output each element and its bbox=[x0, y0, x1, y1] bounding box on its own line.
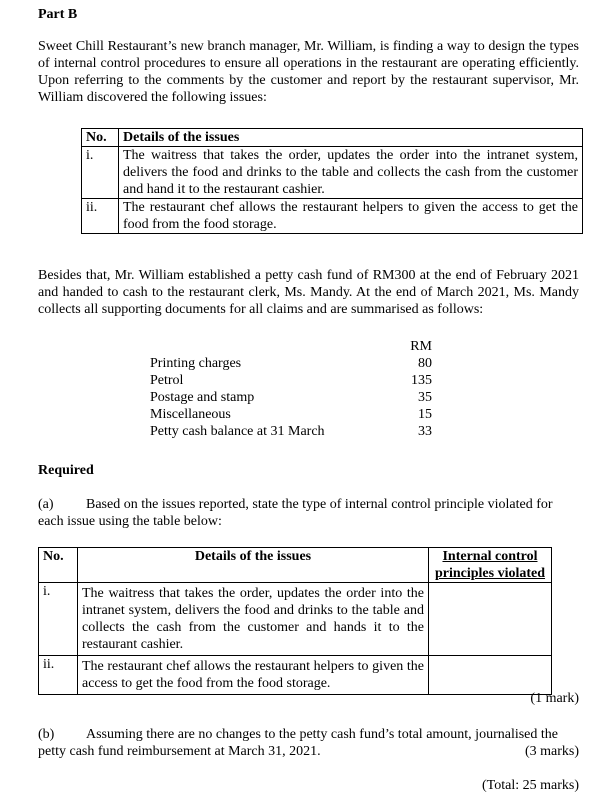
table-row bbox=[82, 147, 583, 199]
intro-paragraph: Sweet Chill Restaurant’s new branch manager, Mr. William, is finding a way to design the types of internal control procedures to ensure all operations in the restaurant are operating efficiently. Upon referring to the comments by the customer and report by the restaurant supervisor, Mr. William discovered the following issues: bbox=[38, 39, 579, 105]
table-row bbox=[39, 656, 552, 695]
question-b-text: Assuming there are no changes to the petty cash fund’s total amount, journalised the petty cash fund reimbursement at March 31, 2021. bbox=[38, 727, 558, 759]
summary-amount: 15 bbox=[418, 407, 432, 422]
summary-label: Miscellaneous bbox=[150, 407, 231, 422]
answer-col-details: Details of the issues bbox=[78, 548, 429, 583]
summary-row bbox=[150, 389, 432, 406]
answer-table bbox=[38, 547, 552, 695]
question-a-label: (a) bbox=[38, 497, 54, 512]
question-a bbox=[38, 496, 579, 530]
answer-col-principle: Internal control principles violated bbox=[429, 548, 552, 583]
issues-col-no: No. bbox=[82, 129, 119, 147]
petty-cash-paragraph: Besides that, Mr. William established a petty cash fund of RM300 at the end of February 2021 and handed to cash to the restaurant clerk, Ms. Mandy. At the end of March 2021, Ms. Mandy collects all supporting documents for all claims and are summarised as follows: bbox=[38, 268, 579, 317]
issues-col-details: Details of the issues bbox=[119, 129, 583, 147]
currency-header: RM bbox=[410, 339, 432, 354]
answer-table-header bbox=[39, 548, 552, 583]
answer-principle-cell[interactable] bbox=[429, 656, 552, 695]
answer-col-no: No. bbox=[39, 548, 78, 583]
answer-principle-cell[interactable] bbox=[429, 583, 552, 656]
question-b bbox=[38, 726, 579, 760]
question-b-marks: (3 marks) bbox=[524, 744, 579, 759]
issue-detail: The restaurant chef allows the restaurant helpers to given the access to get the food from the food storage. bbox=[119, 199, 583, 234]
summary-amount: 135 bbox=[411, 373, 432, 388]
part-title: Part B bbox=[38, 7, 78, 22]
summary-row bbox=[150, 406, 432, 423]
summary-row bbox=[150, 372, 432, 389]
issues-table bbox=[81, 128, 583, 234]
table-row bbox=[82, 199, 583, 234]
summary-amount: 80 bbox=[418, 356, 432, 371]
issue-detail: The waitress that takes the order, updates the order into the intranet system, delivers the food and drinks to the table and collects the cash from the customer and hand it to the restaurant cashier. bbox=[119, 147, 583, 199]
issue-no: i. bbox=[82, 147, 119, 199]
issue-no: ii. bbox=[82, 199, 119, 234]
summary-label: Postage and stamp bbox=[150, 390, 255, 405]
summary-label: Petrol bbox=[150, 373, 184, 388]
summary-label: Petty cash balance at 31 March bbox=[150, 424, 325, 439]
summary-amount: 35 bbox=[418, 390, 432, 405]
question-a-text: Based on the issues reported, state the type of internal control principle violated for each issue using the table below: bbox=[38, 497, 553, 529]
summary-label: Printing charges bbox=[150, 356, 242, 371]
answer-row-detail: The restaurant chef allows the restaurant helpers to given the access to get the food from the food storage. bbox=[78, 656, 429, 695]
question-b-label: (b) bbox=[38, 727, 55, 742]
question-a-marks: (1 mark) bbox=[530, 691, 579, 706]
total-marks: (Total: 25 marks) bbox=[482, 778, 579, 793]
answer-row-detail: The waitress that takes the order, updates the order into the intranet system, delivers the food and drinks to the table and collects the cash from the customer and hands it to the restaurant cashier. bbox=[78, 583, 429, 656]
issues-table-header bbox=[82, 129, 583, 147]
required-heading: Required bbox=[38, 463, 94, 478]
summary-amount: 33 bbox=[418, 424, 432, 439]
answer-row-no: ii. bbox=[39, 656, 78, 695]
summary-row bbox=[150, 423, 432, 440]
petty-cash-summary bbox=[150, 338, 432, 440]
table-row bbox=[39, 583, 552, 656]
answer-row-no: i. bbox=[39, 583, 78, 656]
summary-row bbox=[150, 355, 432, 372]
